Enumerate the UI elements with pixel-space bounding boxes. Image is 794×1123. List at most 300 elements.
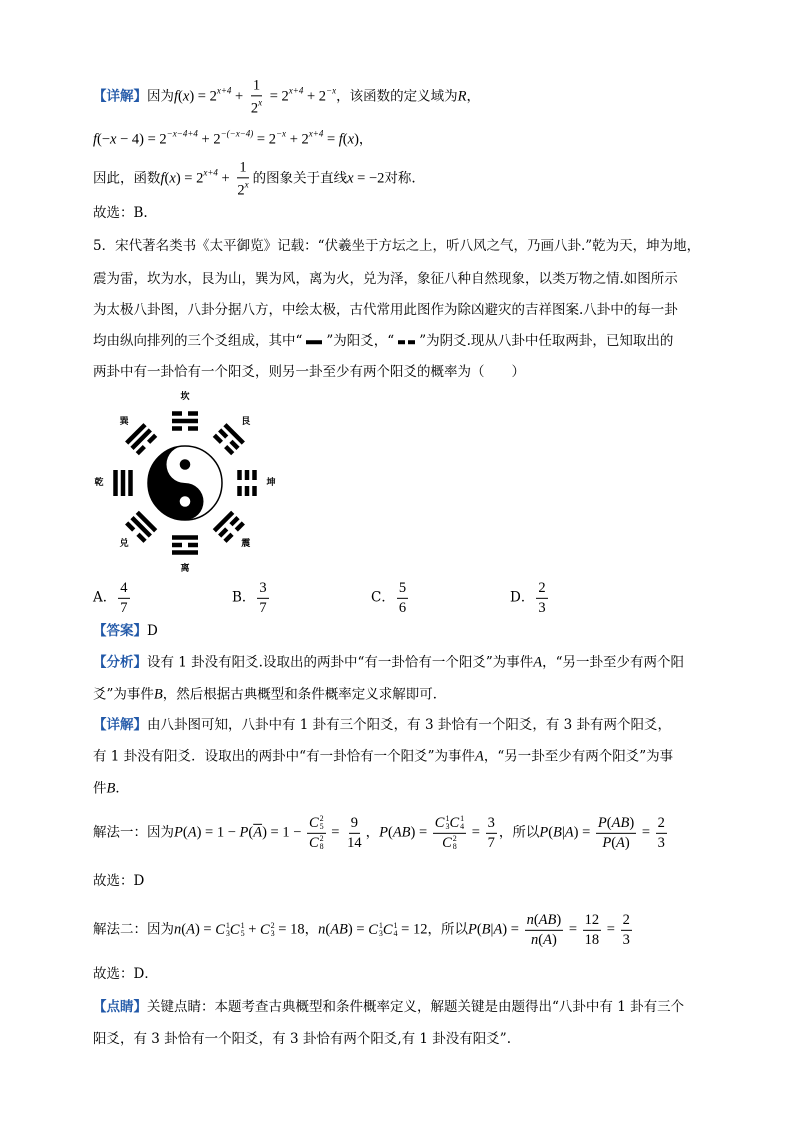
math-symbol: ( [387, 824, 393, 841]
method-1-line [93, 815, 669, 851]
math-symbol: ( [164, 170, 170, 187]
key-point-line-1 [93, 999, 684, 1017]
trigram-yin-line-segment [138, 534, 145, 541]
math-symbol: ) [629, 814, 635, 831]
math-superscript: −x−4+4 [166, 128, 198, 139]
method-2-line [93, 912, 634, 948]
math-symbol: = [638, 824, 654, 841]
math-variable: A [474, 748, 484, 765]
combination-superscript: 1 [460, 814, 465, 824]
math-symbol: 4 [120, 579, 128, 596]
fraction-numerator [583, 912, 602, 931]
math-variable: x [169, 170, 176, 187]
detail-line-2 [93, 748, 673, 767]
math-symbol: ) = [347, 921, 369, 938]
math-variable: A [616, 834, 625, 851]
text-run: ， [358, 131, 373, 148]
math-symbol: = [565, 921, 581, 938]
math-variable: B [153, 686, 163, 703]
key-point-line-2 [93, 1031, 511, 1049]
math-symbol: | [490, 921, 494, 938]
fraction [307, 815, 326, 851]
fraction [525, 912, 564, 948]
math-superscript: x+4 [288, 85, 304, 96]
math-variable: f [93, 131, 98, 148]
math-variable: x [347, 170, 354, 187]
combination-subscript: 5 [319, 822, 324, 832]
text-run: 关键点睛：本题考查古典概型和条件概率定义，解题关键是由题得出“八卦中有 1 卦有三个 [147, 999, 685, 1016]
math-symbol: ) = [410, 824, 431, 841]
math-symbol: 18 [584, 931, 600, 948]
math-symbol: = [327, 824, 344, 841]
fraction-numerator [656, 815, 667, 834]
combination-superscript: 1 [225, 920, 230, 930]
text-run: ， [304, 921, 319, 938]
math-symbol: ( [538, 931, 544, 948]
fraction [118, 580, 129, 616]
trigram-label: 兑 [119, 538, 129, 549]
section-label: 【详解】 [93, 717, 147, 734]
math-variable: AB [538, 911, 557, 928]
math-symbol: = 2 [266, 88, 289, 105]
math-symbol: ( [342, 131, 348, 148]
fraction [235, 159, 250, 198]
math-variable: B [481, 921, 491, 938]
combination-base: C [229, 921, 240, 938]
math-symbol: ( [181, 921, 187, 938]
combination-superscript: 1 [378, 920, 383, 930]
math-symbol: (− [97, 131, 111, 148]
text-run: ，所以 [498, 824, 540, 841]
text-run: 解法一：因为 [93, 824, 174, 841]
text-run: ”为阴爻.现从八卦中任取两卦，已知取出的 [419, 333, 674, 350]
choice-c [371, 580, 410, 616]
math-symbol: + 2 [286, 131, 309, 148]
yin-yang-light-dot [180, 496, 191, 507]
math-symbol: ) [556, 911, 562, 928]
fraction-denominator [249, 96, 264, 117]
fraction-denominator [307, 834, 326, 852]
math-symbol: + [217, 170, 234, 187]
math-superscript: x [258, 97, 263, 107]
fraction [583, 912, 602, 948]
text-run: ，“另一卦至少有两个阳爻”为事 [483, 748, 674, 765]
math-symbol: ( [533, 911, 539, 928]
fraction [536, 580, 547, 616]
text-run: 故选：D． [93, 966, 158, 983]
text-run: 故选：D [93, 873, 145, 890]
trigram-yin-line-segment [220, 529, 227, 536]
combination-base: C [215, 921, 225, 938]
text-run: 为太极八卦图，八卦分据八方，中绘太极，古代常用此图作为除凶避灾的吉祥图案.八卦中的每一卦 [93, 302, 678, 319]
math-symbol: 2 [622, 911, 630, 928]
fraction-numerator [397, 580, 408, 599]
text-run: D [147, 623, 158, 640]
combination-superscript: 1 [240, 920, 245, 930]
text-run: 设有 1 卦没有阳爻.设取出的两卦中“有一卦恰有一个阳爻”为事件 [147, 654, 534, 671]
yang-line-symbol [306, 340, 322, 344]
section-label: 【答案】 [93, 623, 147, 640]
math-superscript: −x [326, 85, 337, 96]
text-run: B． [232, 589, 256, 606]
math-variable: x [110, 131, 117, 148]
trigram-label: 巽 [119, 417, 129, 428]
math-variable: P [239, 824, 249, 841]
math-symbol: ) = [502, 921, 523, 938]
fraction-denominator [536, 599, 547, 617]
combination-symbol [215, 921, 230, 940]
text-run: ． [115, 780, 129, 797]
math-symbol: 2 [250, 100, 259, 116]
yin-line-symbol [398, 340, 415, 344]
trigram-yin-line-segment [127, 523, 134, 530]
combination-subscript: 4 [460, 822, 465, 832]
combination-symbol [435, 815, 450, 832]
trigram-yin-line-segment [225, 534, 232, 541]
combination-symbol [309, 815, 324, 832]
trigram-yin-line-segment [137, 447, 144, 454]
fraction-denominator [118, 599, 129, 617]
math-symbol: ) = [573, 824, 594, 841]
math-symbol: ) = 1 − [196, 824, 240, 841]
combination-superscript: 1 [393, 920, 398, 930]
choice-d [510, 580, 550, 616]
math-symbol: | [561, 824, 565, 841]
combination-base: C [382, 921, 393, 938]
text-run: ， [466, 88, 480, 105]
fraction-denominator [529, 931, 559, 949]
fraction-denominator [440, 834, 459, 852]
math-symbol: ( [476, 921, 482, 938]
combination-scripts [320, 815, 324, 831]
combination-subscript: 3 [378, 928, 383, 938]
math-variable: P [602, 834, 612, 851]
math-superscript: −(−x−4) [220, 128, 254, 139]
choice-b [232, 580, 271, 616]
trigram-label: 艮 [241, 417, 251, 428]
math-symbol: + [244, 921, 260, 938]
yin-bar-right [408, 340, 415, 344]
combination-subscript: 5 [240, 928, 245, 938]
text-run: 故选：B. [93, 205, 148, 222]
question-line-2 [93, 271, 678, 289]
math-variable: x [182, 88, 190, 105]
fraction-numerator [621, 912, 632, 931]
fraction-numerator [118, 580, 129, 599]
combination-base: C [449, 814, 460, 831]
combination-symbol [383, 921, 398, 940]
fraction-numerator [596, 815, 636, 834]
combination-superscript: 2 [319, 833, 324, 843]
yang-bar [306, 340, 322, 344]
text-run: 均由纵向排列的三个爻组成，其中“ [93, 333, 303, 350]
section-label: 【点睛】 [93, 999, 147, 1016]
math-symbol: 2 [538, 579, 546, 596]
text-run: 对称. [384, 170, 416, 187]
trigram-yin-line-segment [220, 430, 227, 437]
math-symbol: = [468, 824, 484, 841]
combination-base: C [442, 834, 452, 851]
fraction-numerator [307, 815, 326, 834]
math-symbol: 5 [398, 579, 407, 596]
fraction-denominator [583, 931, 602, 949]
combination-scripts [453, 835, 457, 851]
math-symbol: 2 [237, 182, 245, 198]
choice-a [93, 580, 132, 616]
combination-superscript: 2 [270, 920, 275, 930]
section-label: 【详解】 [93, 88, 147, 105]
math-variable: B [553, 824, 562, 841]
fraction [345, 815, 364, 851]
fraction-numerator [237, 159, 248, 178]
math-symbol: ( [611, 834, 617, 851]
combination-base: C [309, 834, 319, 851]
section-label: 【分析】 [93, 654, 147, 671]
trigram-label: 震 [241, 538, 251, 549]
text-run: 5．宋代著名类书《太平御览》记载：“伏羲坐于方坛之上，听八风之气，乃画八卦.”乾为天，坤为地， [93, 238, 701, 255]
trigram-label: 坤 [266, 478, 276, 488]
math-symbol: ) = 2 [175, 170, 204, 187]
fraction [397, 580, 408, 616]
question-line-3 [93, 302, 678, 320]
trigram-yin-line-segment [214, 435, 221, 442]
math-variable: n [318, 921, 326, 938]
math-superscript: −x [275, 128, 287, 139]
fraction-numerator [251, 77, 262, 96]
fraction [596, 815, 636, 851]
math-symbol: ( [548, 824, 554, 841]
text-run: ，该函数的定义域为 [336, 88, 458, 105]
detail-line-3 [93, 780, 129, 799]
combination-subscript: 8 [319, 841, 324, 851]
math-variable: P [379, 824, 388, 841]
bagua-diagram [90, 385, 285, 575]
math-variable: n [526, 911, 534, 928]
math-variable: A [186, 921, 195, 938]
math-symbol: ( [325, 921, 331, 938]
trigram-label: 离 [180, 564, 190, 574]
math-symbol: ( [606, 814, 612, 831]
trigram-yin-line-segment [231, 518, 238, 525]
text-run: ”为阳爻，“ [326, 333, 395, 350]
combination-symbol [368, 921, 383, 940]
fraction-numerator [433, 815, 466, 834]
math-symbol: + 2 [197, 131, 221, 148]
math-symbol: 3 [622, 931, 630, 948]
fraction-numerator [257, 580, 268, 599]
method-2-conclusion [93, 966, 158, 984]
fraction-numerator [536, 580, 547, 599]
previous-solution-conclusion [93, 205, 148, 223]
fraction-denominator [486, 834, 497, 852]
trigram-yin-line-segment [226, 447, 233, 454]
text-run: C． [371, 589, 395, 606]
text-run: 震为雷，坎为水，艮为山，巽为风，离为火，兑为泽，象征八种自然现象，以类万物之情.如图所示 [93, 271, 678, 288]
combination-symbol [260, 921, 275, 940]
combination-base: C [309, 814, 319, 831]
math-symbol: 7 [259, 599, 267, 616]
overlined-variable: $\overline{A}$ [253, 824, 263, 841]
math-variable: n [530, 931, 539, 948]
analysis-line-2 [93, 686, 446, 705]
math-symbol: 1 [252, 77, 261, 94]
math-symbol: ) = 2 [189, 88, 217, 105]
fraction-denominator [600, 834, 631, 852]
math-symbol: 3 [657, 834, 665, 851]
math-symbol: ) = [194, 921, 216, 938]
math-symbol: 2 [657, 814, 665, 831]
answer-line [93, 623, 158, 641]
math-symbol: 1 [239, 159, 247, 176]
fraction-numerator [525, 912, 564, 931]
fraction [656, 815, 667, 851]
trigram-label: 坎 [180, 392, 190, 402]
combination-base: C [434, 814, 445, 831]
math-variable: A [564, 824, 574, 841]
math-symbol: = 2 [253, 131, 276, 148]
text-run: 件 [93, 780, 107, 797]
text-run: 由八卦图可知，八卦中有 1 卦有三个阳爻，有 3 卦恰有一个阳爻，有 3 卦有两个阳爻， [147, 717, 672, 734]
combination-scripts [320, 835, 324, 851]
math-symbol: = [603, 921, 619, 938]
math-variable: B [106, 780, 116, 797]
combination-superscript: 1 [445, 814, 450, 824]
fraction-denominator [621, 931, 632, 949]
math-symbol: ( [178, 88, 183, 105]
text-run: 阳爻，有 3 卦恰有一个阳爻，有 3 卦恰有两个阳爻,有 1 卦没有阳爻”. [93, 1031, 511, 1048]
math-variable: P [467, 921, 477, 938]
text-run: 的图象关于直线 [252, 170, 348, 187]
combination-symbol [230, 921, 245, 940]
math-variable: AB [330, 921, 348, 938]
combination-subscript: 3 [270, 928, 275, 938]
math-symbol: 9 [350, 814, 358, 831]
fraction-numerator [486, 815, 497, 834]
math-symbol: = [323, 131, 339, 148]
detail-line-1 [93, 717, 671, 735]
text-run: 两卦中有一卦恰有一个阳爻，则另一卦至少有两个阳爻的概率为（ ） [93, 364, 525, 381]
combination-scripts [460, 815, 464, 831]
combination-subscript: 4 [393, 928, 398, 938]
math-symbol: ( [182, 824, 188, 841]
fraction-numerator [349, 815, 360, 834]
math-symbol: ) [551, 931, 557, 948]
math-symbol: = −2 [353, 170, 385, 187]
math-symbol: 3 [259, 579, 267, 596]
previous-solution-line-2 [93, 129, 372, 150]
question-line-5 [93, 364, 525, 382]
math-symbol: 14 [347, 834, 362, 851]
math-symbol: 3 [487, 814, 495, 831]
combination-subscript: 3 [225, 928, 230, 938]
math-symbol: + [231, 88, 247, 105]
combination-superscript: 2 [319, 814, 324, 824]
text-run: ，然后根据古典概型和条件概率定义求解即可． [162, 686, 447, 703]
math-symbol: + 2 [303, 88, 327, 105]
math-variable: A [187, 824, 197, 841]
fraction [621, 912, 632, 948]
text-run: 有 1 卦没有阳爻．设取出的两卦中“有一卦恰有一个阳爻”为事件 [93, 748, 475, 765]
math-variable: AB [611, 814, 630, 831]
yin-bar-left [398, 340, 405, 344]
fraction [433, 815, 466, 851]
math-variable: A [493, 921, 503, 938]
math-variable: P [174, 824, 183, 841]
combination-symbol [309, 835, 324, 852]
combination-subscript: 8 [452, 841, 457, 851]
math-variable: R [457, 88, 467, 105]
math-symbol: = 12 [397, 921, 428, 938]
math-variable: f [338, 131, 343, 148]
math-superscript: x [244, 179, 249, 189]
combination-symbol [449, 815, 464, 832]
text-run: ，“另一卦至少有两个阳 [542, 654, 685, 671]
combination-symbol [442, 835, 457, 852]
analysis-line-1 [93, 654, 684, 673]
text-run: 因为 [147, 88, 174, 105]
math-variable: n [174, 921, 182, 938]
text-run: ，所以 [427, 921, 468, 938]
method-1-conclusion [93, 873, 144, 891]
math-variable: x [347, 131, 355, 148]
fraction-denominator [656, 834, 667, 852]
math-superscript: x+4 [216, 85, 232, 96]
math-symbol: = 18 [274, 921, 305, 938]
math-symbol: ) [624, 834, 630, 851]
text-run: 解法二：因为 [93, 921, 174, 938]
text-run: D． [510, 589, 535, 606]
trigram-yin-line-segment [236, 523, 243, 530]
text-run: A． [93, 589, 117, 606]
math-symbol: − 4) = 2 [116, 131, 167, 148]
fraction [486, 815, 497, 851]
math-symbol: 7 [487, 834, 495, 851]
math-symbol: 3 [538, 599, 546, 616]
math-variable: AB [392, 824, 411, 841]
math-variable: f [160, 170, 165, 187]
trigram-yin-line-segment [149, 435, 156, 442]
fraction [249, 77, 264, 116]
trigram-yin-line-segment [231, 441, 238, 448]
fraction-denominator [235, 178, 250, 199]
math-symbol: ) = 1 − [262, 824, 305, 841]
combination-superscript: 2 [452, 833, 457, 843]
math-superscript: x+4 [308, 128, 324, 139]
text-run: 爻”为事件 [93, 686, 154, 703]
text-run: ， [365, 824, 380, 841]
fraction-denominator [257, 599, 268, 617]
math-variable: A [543, 931, 552, 948]
fraction-denominator [345, 834, 364, 852]
math-symbol: ) [354, 131, 359, 148]
math-variable: P [597, 814, 607, 831]
math-variable: A [533, 654, 543, 671]
yin-yang-dark-dot [180, 459, 191, 470]
question-line-4 [93, 333, 673, 351]
math-variable: f [174, 88, 179, 105]
text-run: 因此，函数 [93, 170, 161, 187]
combination-base: C [368, 921, 378, 938]
trigram-yang-line [214, 512, 232, 530]
math-symbol: 12 [584, 911, 600, 928]
fraction [257, 580, 268, 616]
math-variable: P [539, 824, 549, 841]
combination-subscript: 3 [445, 822, 450, 832]
math-symbol: 7 [120, 599, 128, 616]
trigram-yang-line [225, 425, 243, 443]
combination-base: C [260, 921, 270, 938]
math-symbol: 6 [398, 599, 407, 616]
